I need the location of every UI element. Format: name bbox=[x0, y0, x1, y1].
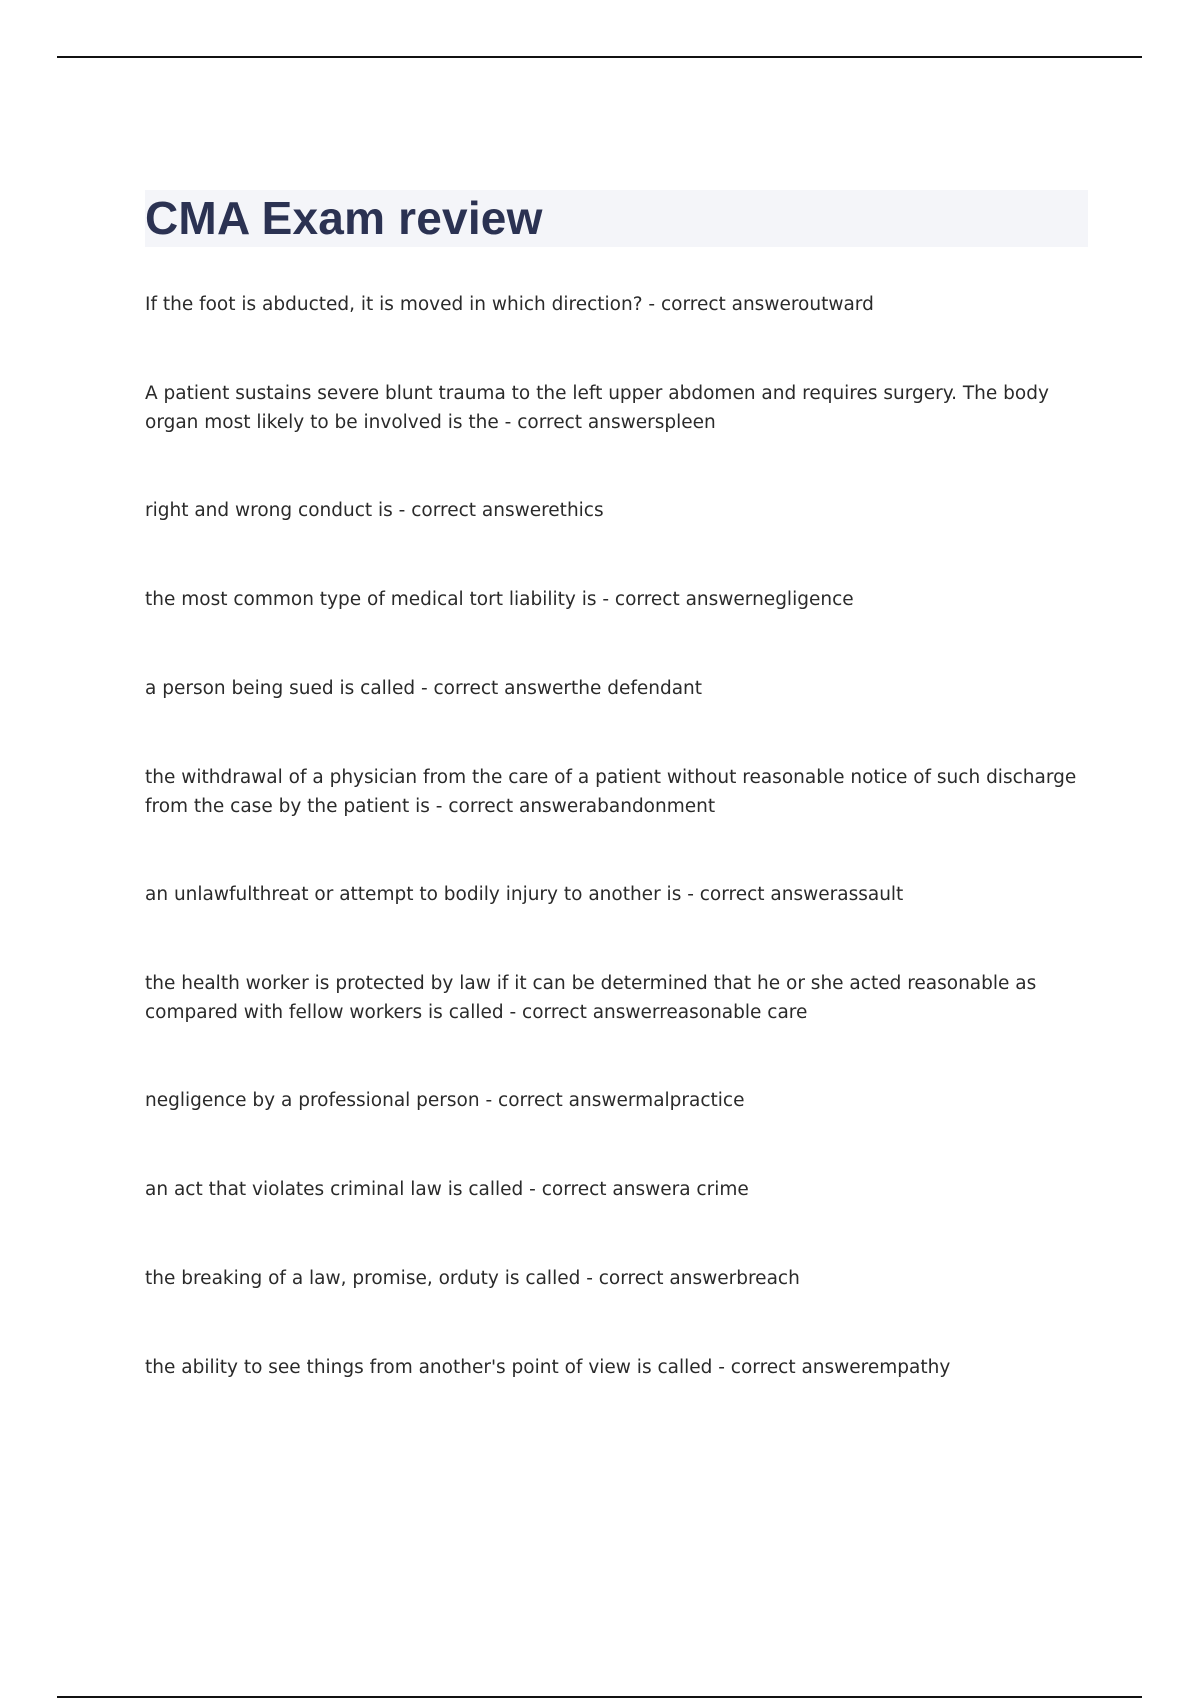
qa-item: the withdrawal of a physician from the care of a patient without reasonable notice of such discharge from the case by the patient is - correct answerabandonment bbox=[145, 767, 1077, 817]
qa-item: right and wrong conduct is - correct answerethics bbox=[145, 500, 604, 521]
document-title: CMA Exam review bbox=[145, 192, 543, 244]
qa-item: negligence by a professional person - correct answermalpractice bbox=[145, 1090, 745, 1111]
qa-item: A patient sustains severe blunt trauma to the left upper abdomen and requires surgery. The body organ most likely to be involved is the - correct answerspleen bbox=[145, 383, 1049, 433]
qa-item: If the foot is abducted, it is moved in which direction? - correct answeroutward bbox=[145, 294, 874, 315]
qa-item: a person being sued is called - correct answerthe defendant bbox=[145, 678, 703, 699]
qa-list bbox=[145, 290, 1090, 1442]
top-rule bbox=[57, 56, 1142, 58]
qa-item: the health worker is protected by law if it can be determined that he or she acted reasonable as compared with fellow workers is called - correct answerreasonable care bbox=[145, 973, 1037, 1023]
qa-item: the most common type of medical tort liability is - correct answernegligence bbox=[145, 589, 854, 610]
qa-item: the ability to see things from another's point of view is called - correct answerempathy bbox=[145, 1357, 951, 1378]
qa-item: an unlawfulthreat or attempt to bodily injury to another is - correct answerassault bbox=[145, 884, 904, 905]
qa-item: an act that violates criminal law is called - correct answera crime bbox=[145, 1179, 749, 1200]
qa-item: the breaking of a law, promise, orduty is called - correct answerbreach bbox=[145, 1268, 800, 1289]
bottom-rule bbox=[57, 1696, 1142, 1698]
